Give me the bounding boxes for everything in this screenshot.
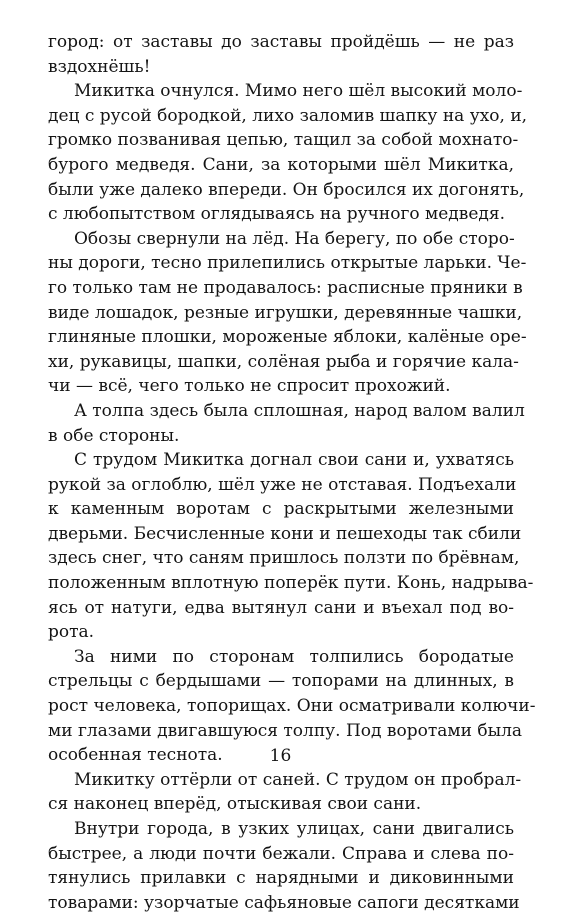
text-line: ясь от натуги, едва вытянул сани и въехал под во-: [48, 597, 514, 618]
text-line: стрельцы с бердышами — топорами на длинных, в: [48, 671, 514, 692]
text-line: чи — всё, чего только не спросит прохожий.: [48, 376, 451, 397]
text-line: к каменным воротам с раскрытыми железными: [48, 499, 514, 520]
text-line: с любопытством оглядываясь на ручного медведя.: [48, 204, 505, 225]
text-line: были уже далеко впереди. Он бросился их догонять,: [48, 179, 525, 200]
body-text: [48, 30, 536, 915]
text-line: Внутри города, в узких улицах, сани двигались: [74, 819, 514, 839]
text-line: За ними по сторонам толпились бородатые: [74, 646, 514, 667]
text-line: го только там не продавалось: расписные пряники в: [48, 277, 523, 298]
text-line: Обозы свернули на лёд. На берегу, по обе сторо-: [74, 228, 515, 249]
text-line: рота.: [48, 622, 95, 643]
text-line: громко позванивая цепью, тащил за собой мохнато-: [48, 130, 519, 151]
text-line: ны дороги, тесно прилепились открытые ларьки. Че-: [48, 253, 527, 274]
text-line: тянулись прилавки с нарядными и диковинными: [48, 868, 514, 889]
text-line: Микитку оттёрли от саней. С трудом он пробрал-: [74, 769, 522, 790]
text-line: виде лошадок, резные игрушки, деревянные чашки,: [48, 302, 523, 323]
text-line: положенным вплотную поперёк пути. Конь, надрыва-: [48, 573, 534, 594]
text-line: бурого медведя. Сани, за которыми шёл Микитка,: [48, 154, 514, 175]
text-line: ми глазами двигавшуюся толпу. Под воротами была: [48, 720, 523, 741]
text-line: глиняные плошки, мороженые яблоки, калёные оре-: [48, 327, 527, 348]
text-line: здесь снег, что саням пришлось ползти по брёвнам,: [48, 548, 520, 569]
text-line: С трудом Микитка догнал свои сани и, ухватясь: [74, 450, 514, 471]
text-line: рост человека, топорищах. Они осматривали колючи-: [48, 696, 536, 717]
text-line: быстрее, а люди почти бежали. Справа и слева по-: [48, 843, 514, 864]
text-line: город: от заставы до заставы пройдёшь — не раз: [48, 32, 514, 52]
text-line: дверьми. Бесчисленные кони и пешеходы так сбили: [48, 523, 522, 544]
text-line: товарами: узорчатые сафьяновые сапоги десятками: [48, 892, 520, 913]
text-line: дец с русой бородкой, лихо заломив шапку на ухо, и,: [48, 105, 528, 126]
text-line: рукой за оглоблю, шёл уже не отставая. Подъехали: [48, 474, 517, 495]
text-line: Микитка очнулся. Мимо него шёл высокий моло-: [74, 81, 523, 102]
text-line: в обе стороны.: [48, 425, 180, 446]
text-line: ся наконец вперёд, отыскивая свои сани.: [48, 794, 422, 815]
text-line: вздохнёшь!: [48, 56, 151, 77]
text-line: А толпа здесь была сплошная, народ валом валил: [74, 400, 525, 421]
page-number: 16: [269, 746, 292, 766]
text-line: особенная теснота.: [48, 745, 223, 766]
text-line: хи, рукавицы, шапки, солёная рыба и горячие кала-: [48, 351, 519, 372]
